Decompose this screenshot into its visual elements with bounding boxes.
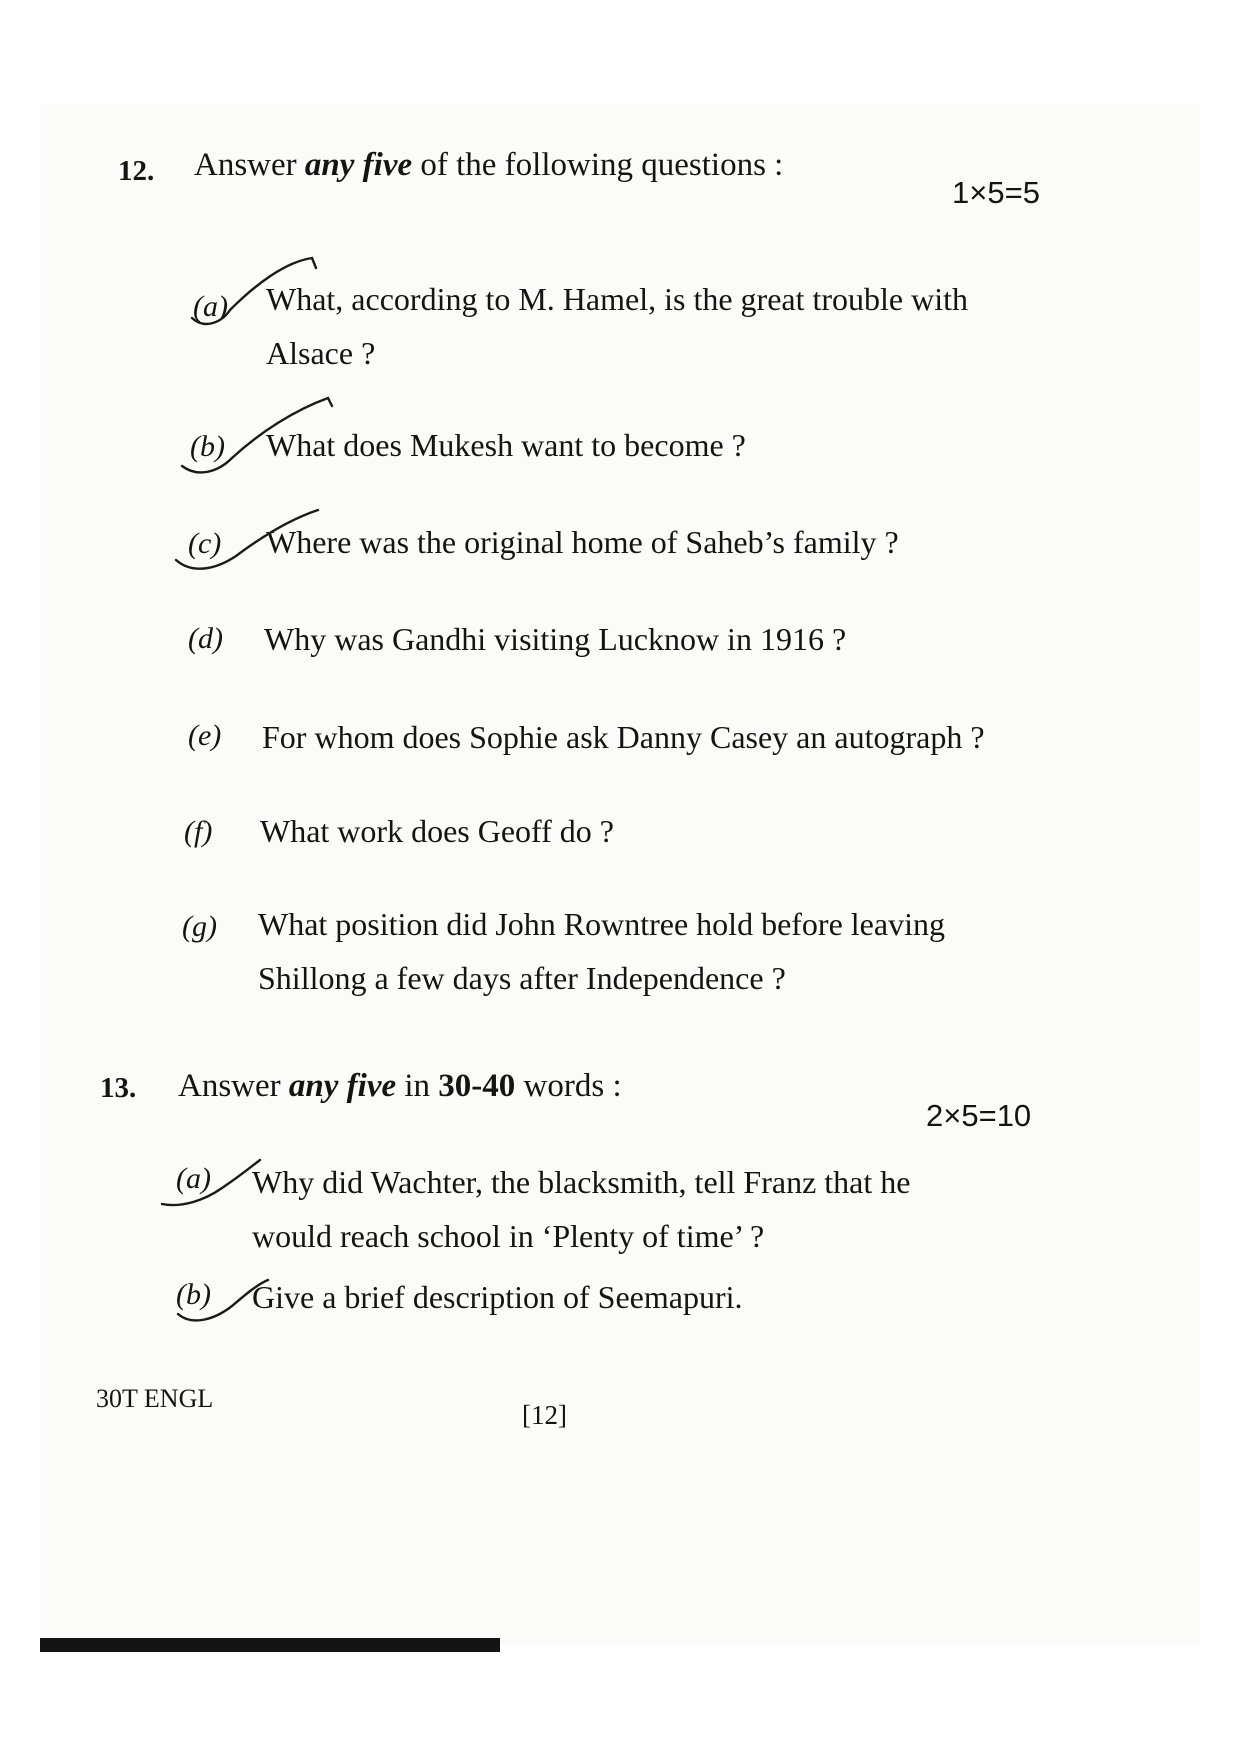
q12-b-text: What does Mukesh want to become ? [266, 427, 746, 463]
q12-e-text: For whom does Sophie ask Danny Casey an autograph ? [262, 719, 985, 755]
question-13-instruction: Answer any five in 30-40 words : [178, 1068, 622, 1104]
q12-a-text: What, according to M. Hamel, is the great trouble with Alsace ? [266, 281, 969, 371]
question-12-instruction: Answer any five of the following questions : [194, 147, 784, 183]
question-13-number: 13. [100, 1072, 137, 1104]
q13-a-text: Why did Wachter, the blacksmith, tell Franz that he would reach school in ‘Plenty of time’ ? [252, 1164, 911, 1254]
q13-b-text: Give a brief description of Seemapuri. [252, 1279, 743, 1315]
q12-d-label: (d) [188, 622, 223, 655]
paper-code: 30T ENGL [96, 1384, 214, 1413]
question-13-marks: 2×5=10 [926, 1098, 1032, 1133]
q12-c-text: Where was the original home of Saheb’s family ? [266, 524, 899, 560]
q12-g-label: (g) [182, 910, 217, 943]
q12-c-label: (c) [188, 527, 222, 560]
q12-g-text: What position did John Rowntree hold before leaving Shillong a few days after Independence ? [258, 906, 945, 996]
question-12-number: 12. [118, 155, 155, 187]
q12-b-label: (b) [190, 430, 225, 463]
q12-a-label: (a) [193, 290, 228, 323]
q13-a-label: (a) [176, 1162, 211, 1195]
question-12-marks: 1×5=5 [952, 175, 1040, 210]
q12-f-label: (f) [184, 815, 213, 848]
q12-f-text: What work does Geoff do ? [260, 813, 614, 849]
q13-b-label: (b) [176, 1278, 211, 1311]
page-number: [12] [522, 1400, 567, 1430]
q12-d-text: Why was Gandhi visiting Lucknow in 1916 ? [264, 621, 847, 657]
scan-edge-bar [40, 1638, 500, 1652]
q12-e-label: (e) [188, 719, 222, 752]
